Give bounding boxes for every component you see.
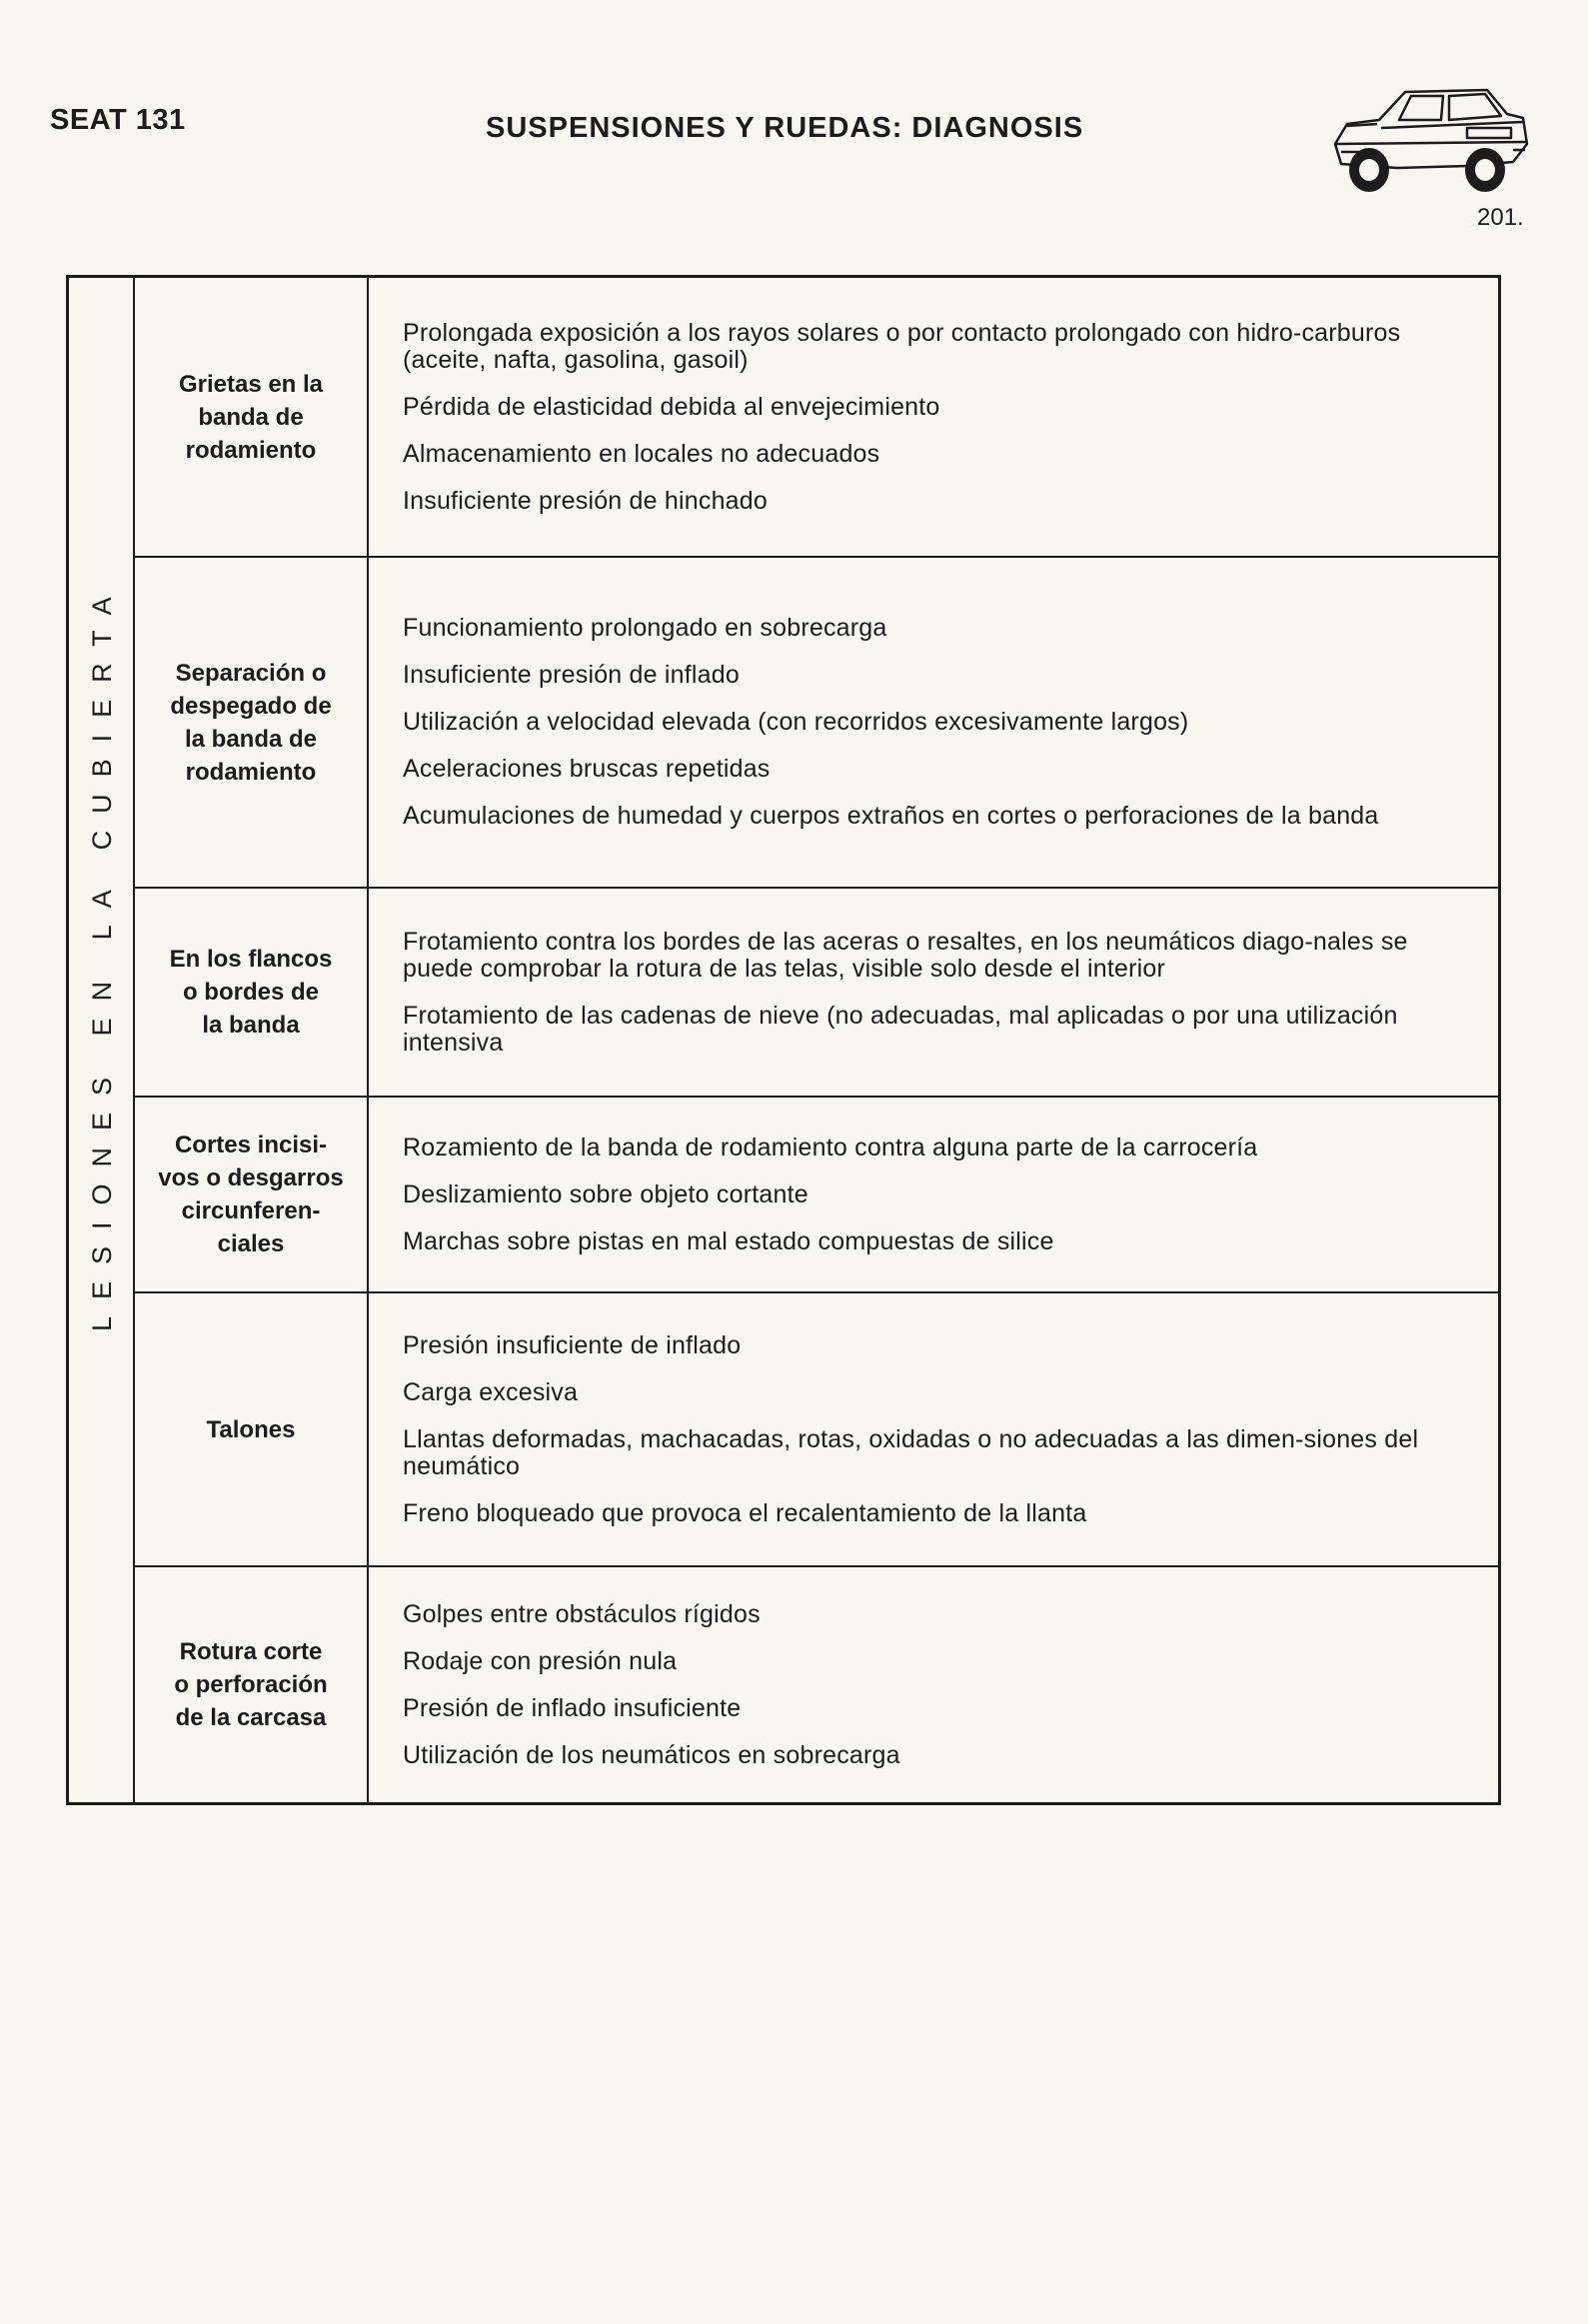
cause-item: Freno bloqueado que provoca el recalentamiento de la llanta [403, 1498, 1087, 1527]
lesion-label: Separación o despegado de la banda de rodamiento [135, 558, 369, 887]
cause-item: Carga excesiva [403, 1377, 579, 1406]
table-row [135, 887, 1498, 1096]
table-row [135, 1096, 1498, 1291]
cause-list [369, 889, 1498, 1096]
cause-item: Aceleraciones bruscas repetidas [403, 755, 771, 783]
cause-item: Insuficiente presión de inflado [403, 661, 740, 689]
cause-list [369, 278, 1498, 556]
brand-model: SEAT 131 [50, 104, 186, 136]
cause-list [369, 558, 1498, 887]
cause-item: Utilización a velocidad elevada (con recorridos excesivamente largos) [403, 708, 1189, 736]
table-row [135, 1291, 1498, 1565]
table-row [135, 1565, 1498, 1802]
table-row [135, 278, 1498, 556]
cause-item: Rodaje con presión nula [403, 1646, 678, 1675]
cause-item: Prolongada exposición a los rayos solares o por contacto prolongado con hidro-carburos (aceite, nafta, gasolina, gasoil) [403, 318, 1401, 374]
cause-item: Almacenamiento en locales no adecuados [403, 439, 880, 468]
table-row [135, 556, 1498, 887]
cause-item: Utilización de los neumáticos en sobrecarga [403, 1740, 900, 1769]
cause-item: Pérdida de elasticidad debida al envejecimiento [403, 392, 940, 421]
cause-item: Acumulaciones de humedad y cuerpos extraños en cortes o perforaciones de la banda [403, 802, 1379, 830]
page-number: 201. [1477, 204, 1524, 231]
cause-list [369, 1293, 1498, 1565]
cause-item: Rozamiento de la banda de rodamiento contra alguna parte de la carrocería [403, 1133, 1258, 1162]
lesion-label: Talones [135, 1293, 369, 1565]
car-icon [1317, 66, 1537, 206]
lesion-label: Cortes incisi- vos o desgarros circunferen- ciales [135, 1098, 369, 1291]
cause-item: Frotamiento de las cadenas de nieve (no adecuadas, mal aplicadas o por una utilización intensiva [403, 1001, 1398, 1057]
lesion-label: En los flancos o bordes de la banda [135, 889, 369, 1096]
cause-item: Marchas sobre pistas en mal estado compuestas de silice [403, 1226, 1054, 1255]
cause-item: Frotamiento contra los bordes de las aceras o resaltes, en los neumáticos diago-nales se puede comprobar la rotura de las telas, visible solo desde el interior [403, 927, 1408, 983]
cause-item: Funcionamiento prolongado en sobrecarga [403, 614, 887, 642]
cause-item: Golpes entre obstáculos rígidos [403, 1599, 761, 1628]
lesion-label: Grietas en la banda de rodamiento [135, 278, 369, 556]
cause-item: Presión de inflado insuficiente [403, 1693, 742, 1722]
cause-list [369, 1567, 1498, 1802]
cause-item: Llantas deformadas, machacadas, rotas, oxidadas o no adecuadas a las dimen-siones del neumático [403, 1424, 1419, 1480]
section-label: LESIONES EN LA CUBIERTA [87, 580, 117, 1331]
page-title: SUSPENSIONES Y RUEDAS: DIAGNOSIS [486, 112, 1084, 144]
section-label-column [69, 278, 135, 1802]
lesion-label: Rotura corte o perforación de la carcasa [135, 1567, 369, 1802]
cause-list [369, 1098, 1498, 1291]
cause-item: Deslizamiento sobre objeto cortante [403, 1179, 808, 1208]
cause-item: Presión insuficiente de inflado [403, 1330, 742, 1359]
cause-item: Insuficiente presión de hinchado [403, 486, 768, 515]
diagnosis-table [66, 275, 1501, 1805]
